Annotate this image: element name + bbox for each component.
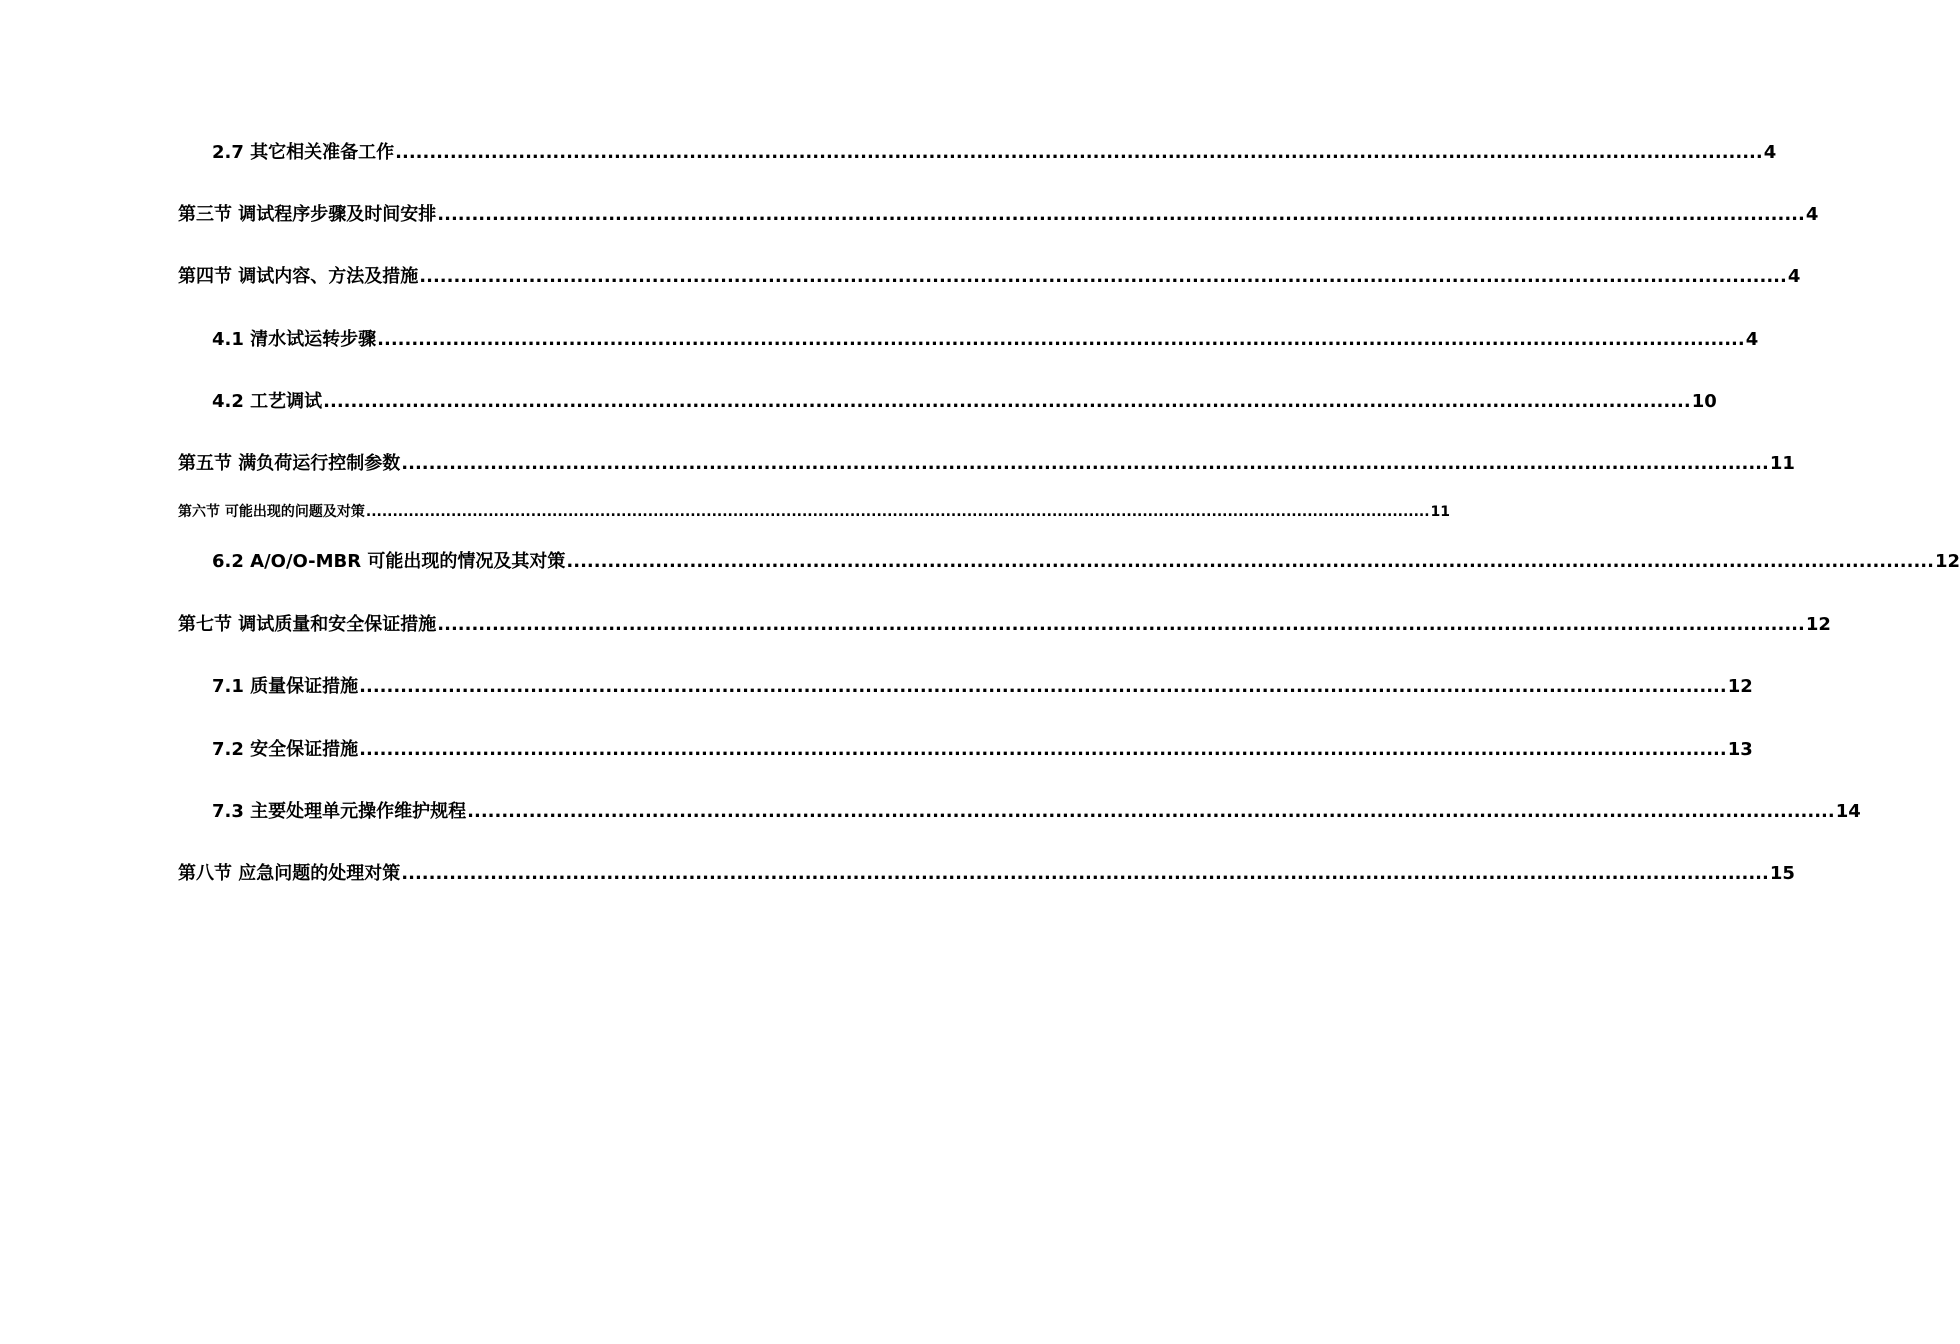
toc-entry-label: 6.2 A/O/O-MBR 可能出现的情况及其对策: [212, 551, 566, 572]
toc-entry-page-number: 12: [1805, 614, 1831, 635]
toc-entry-6-2[interactable]: [212, 547, 1960, 573]
toc-entry-label: 第四节 调试内容、方法及措施: [178, 266, 419, 287]
toc-entry-page-number: 11: [1769, 453, 1795, 474]
toc-entry-label: 第七节 调试质量和安全保证措施: [178, 614, 437, 635]
toc-entry-label: 7.1 质量保证措施: [212, 676, 359, 697]
toc-entry-label: 第三节 调试程序步骤及时间安排: [178, 204, 437, 225]
dot-leader: ........................................................................................................................................................................................................: [401, 863, 1769, 884]
toc-entry-page-number: 4: [1787, 266, 1801, 287]
toc-entry-page-number: 4: [1745, 329, 1759, 350]
dot-leader: ........................................................................................................................................................................................................: [377, 329, 1745, 350]
dot-leader: ........................................................................................................................................................................................................: [359, 739, 1727, 760]
toc-entry-4-2[interactable]: [212, 387, 1717, 413]
toc-entry-7-2[interactable]: [212, 735, 1753, 761]
toc-entry-4-1[interactable]: [212, 325, 1759, 351]
toc-entry-page-number: 12: [1934, 551, 1960, 572]
dot-leader: ........................................................................................................................................................................................................: [395, 142, 1763, 163]
toc-entry-label: 7.3 主要处理单元操作维护规程: [212, 801, 467, 822]
toc-entry-7-3[interactable]: [212, 797, 1861, 823]
toc-entry-label: 2.7 其它相关准备工作: [212, 142, 395, 163]
dot-leader: ........................................................................................................................................................................................................: [359, 676, 1727, 697]
toc-entry-section-6[interactable]: [178, 501, 1451, 521]
dot-leader: ........................................................................................................................................................................................................: [566, 551, 1934, 572]
toc-entry-page-number: 4: [1805, 204, 1819, 225]
toc-entry-page-number: 13: [1727, 739, 1753, 760]
toc-entry-page-number: 11: [1430, 504, 1451, 520]
toc-entry-page-number: 12: [1727, 676, 1753, 697]
toc-entry-section-7[interactable]: [178, 610, 1831, 636]
toc-entry-page-number: 10: [1691, 391, 1717, 412]
dot-leader: ........................................................................................................................................................................................................: [365, 504, 1430, 520]
toc-entry-label: 4.2 工艺调试: [212, 391, 323, 412]
dot-leader: ........................................................................................................................................................................................................: [467, 801, 1835, 822]
toc-entry-page-number: 4: [1763, 142, 1777, 163]
toc-entry-section-5[interactable]: [178, 449, 1795, 475]
dot-leader: ........................................................................................................................................................................................................: [437, 614, 1805, 635]
toc-entry-label: 4.1 清水试运转步骤: [212, 329, 377, 350]
toc-entry-section-3[interactable]: [178, 200, 1819, 226]
toc-entry-label: 第八节 应急问题的处理对策: [178, 863, 401, 884]
toc-entry-section-4[interactable]: [178, 262, 1801, 288]
toc-entry-7-1[interactable]: [212, 672, 1753, 698]
toc-entry-2-7[interactable]: [212, 138, 1777, 164]
toc-entry-label: 第五节 满负荷运行控制参数: [178, 453, 401, 474]
toc-entry-section-8[interactable]: [178, 859, 1795, 885]
toc-entry-page-number: 14: [1835, 801, 1861, 822]
toc-entry-label: 7.2 安全保证措施: [212, 739, 359, 760]
toc-entry-label: 第六节 可能出现的问题及对策: [178, 504, 365, 520]
dot-leader: ........................................................................................................................................................................................................: [437, 204, 1805, 225]
dot-leader: ........................................................................................................................................................................................................: [401, 453, 1769, 474]
dot-leader: ........................................................................................................................................................................................................: [419, 266, 1787, 287]
dot-leader: ........................................................................................................................................................................................................: [323, 391, 1691, 412]
toc-entry-page-number: 15: [1769, 863, 1795, 884]
